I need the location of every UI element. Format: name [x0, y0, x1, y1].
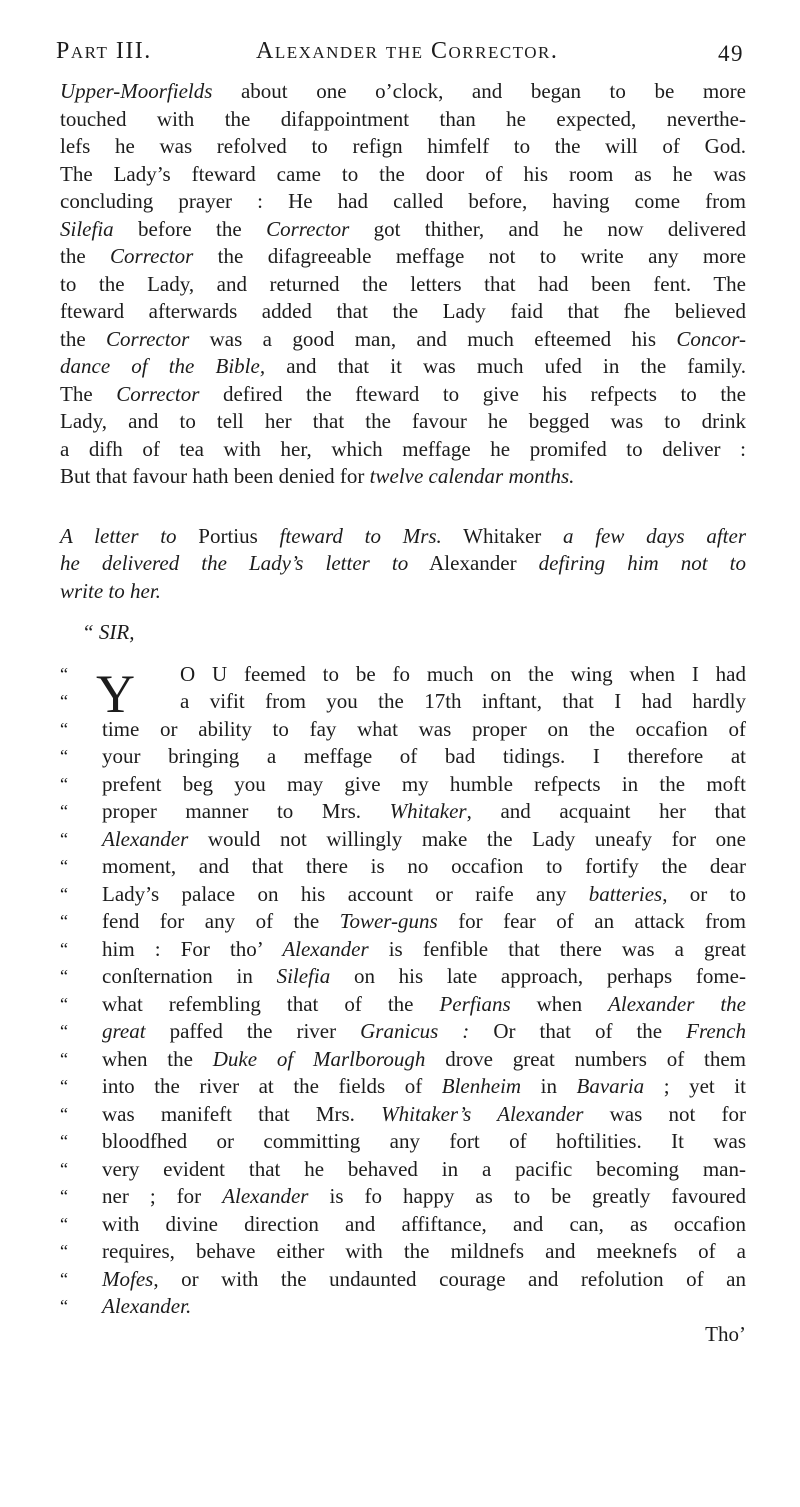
- text-segment: ; yet it: [644, 1074, 746, 1098]
- page-number: 49: [718, 41, 744, 66]
- text-segment: is fo happy as to be greatly favoured: [308, 1184, 746, 1208]
- italic-text: Corrector: [110, 244, 194, 268]
- text-segment: requires, behave either with the mildnefs and meeknefs of a: [102, 1239, 746, 1263]
- text-segment: him : For tho’: [102, 936, 283, 961]
- quote-mark: “: [60, 856, 68, 876]
- text-segment: defired the fteward to give his refpects to the: [199, 381, 747, 406]
- text-segment: moment, and that there is no occafion to fortify the dear: [102, 854, 746, 878]
- text-segment: a difh of tea with her, which meffage he promifed to deliver :: [60, 436, 746, 461]
- text-segment: fteward afterwards added that the Lady faid that fhe believed: [60, 299, 746, 323]
- text-segment: bloodfhed or committing any fort of hoftilities. It was: [102, 1129, 746, 1153]
- letter-line: [60, 853, 746, 881]
- paragraph-line: [60, 78, 746, 106]
- italic-text: fteward to Mrs.: [279, 523, 442, 548]
- italic-text: great: [102, 1019, 146, 1043]
- italic-text: Alexander: [102, 826, 189, 851]
- text-segment: proper manner to Mrs.: [102, 799, 390, 823]
- quote-mark: “: [60, 1021, 68, 1041]
- paragraph-line: [60, 243, 746, 271]
- italic-text: Concor-: [676, 326, 746, 351]
- quote-mark: “: [60, 663, 68, 684]
- letter-line: [60, 1211, 746, 1239]
- letter-line: [60, 1101, 746, 1129]
- text-segment: with divine direction and affiftance, and can, as occafion: [102, 1211, 746, 1236]
- text-segment: into the river at the fields of: [102, 1074, 442, 1098]
- text-segment: , or to: [662, 881, 746, 906]
- text-segment: what refembling that of the: [102, 991, 440, 1016]
- letter-line: [60, 826, 746, 854]
- italic-text: Alexander: [222, 1184, 309, 1208]
- letter-line: [60, 688, 746, 716]
- paragraph-line: [60, 353, 746, 381]
- text-segment: was manifeft that Mrs.: [102, 1101, 382, 1126]
- narrative-paragraph: [60, 78, 746, 491]
- italic-text: Bavaria: [576, 1074, 645, 1098]
- text-segment: the: [60, 326, 107, 351]
- text-segment: The: [60, 381, 117, 406]
- paragraph-line: [60, 133, 746, 161]
- italic-text: Tower-guns: [339, 909, 438, 933]
- text-segment: Portius: [176, 523, 280, 548]
- paragraph-line: [60, 161, 746, 189]
- text-segment: to the Lady, and returned the letters that had been fent. The: [60, 271, 746, 296]
- italic-text: French: [686, 1019, 747, 1043]
- letter-body: [60, 661, 746, 1321]
- quote-mark: “: [60, 1076, 68, 1096]
- heading-line: [60, 523, 746, 551]
- paragraph-line: [60, 298, 746, 326]
- text-segment: Lady’s palace on his account or raife any: [102, 881, 589, 906]
- quote-mark: “: [60, 1131, 68, 1151]
- text-segment: for fear of an attack from: [437, 909, 746, 933]
- letter-line: [60, 963, 746, 991]
- italic-text: Alexander the: [608, 991, 747, 1016]
- quote-mark: “: [60, 883, 68, 904]
- text-segment: concluding prayer : He had called before, having come from: [60, 189, 746, 213]
- text-segment: was a good man, and much efteemed his: [189, 326, 677, 351]
- italic-text: Mofes: [102, 1266, 154, 1291]
- italic-text: Duke of Marlborough: [212, 1046, 426, 1071]
- text-segment: the difagreeable meffage not to write any more: [193, 244, 746, 268]
- letter-line: [60, 1266, 746, 1294]
- text-segment: Whitaker: [441, 523, 563, 548]
- paragraph-line: [60, 188, 746, 216]
- text-segment: about one o’clock, and began to be more: [212, 79, 746, 103]
- italic-text: batteries: [588, 881, 663, 906]
- quote-mark: “: [60, 1296, 68, 1316]
- letter-line: [60, 1018, 746, 1046]
- letter-line: [60, 743, 746, 771]
- paragraph-line: [60, 436, 746, 464]
- text-segment: very evident that he behaved in a pacific becoming man-: [102, 1156, 746, 1181]
- text-segment: conſternation in: [102, 964, 277, 988]
- text-segment: in: [521, 1074, 577, 1098]
- text-segment: paffed the river: [145, 1019, 361, 1043]
- letter-line: [60, 1183, 746, 1211]
- italic-text: Upper-Moorfields: [60, 79, 213, 103]
- paragraph-line: [60, 216, 746, 244]
- text-segment: The Lady’s fteward came to the door of his room as he was: [60, 161, 746, 186]
- quote-mark: “: [60, 966, 68, 986]
- text-segment: when the: [102, 1046, 213, 1071]
- letter-heading: [60, 523, 746, 606]
- italic-text: a few days after: [563, 523, 746, 548]
- italic-text: A letter to: [60, 523, 177, 548]
- letter-line: [60, 771, 746, 799]
- letter-line: [60, 908, 746, 936]
- text-segment: prefent beg you may give my humble refpects in the moft: [102, 771, 746, 796]
- letter-line: [60, 991, 746, 1019]
- italic-text: Whitaker’s Alexander: [381, 1101, 584, 1126]
- text-segment: O U feemed to be fo much on the wing when I had: [180, 661, 746, 686]
- letter-line: [60, 881, 746, 909]
- italic-text: Blenheim: [441, 1074, 522, 1098]
- quote-mark: “: [60, 911, 68, 931]
- quote-mark: “: [60, 938, 68, 959]
- text-segment: and that it was much ufed in the family.: [265, 354, 746, 378]
- text-segment: , or with the undaunted courage and refolution of an: [153, 1266, 746, 1291]
- quote-mark: “: [60, 1158, 68, 1179]
- quote-mark: “: [60, 773, 68, 794]
- text-segment: fend for any of the: [102, 909, 340, 933]
- text-segment: was not for: [583, 1101, 746, 1126]
- text-segment: the: [60, 244, 111, 268]
- italic-text: Silefia: [276, 964, 331, 988]
- text-segment: would not willingly make the Lady uneafy for one: [188, 826, 746, 851]
- text-segment: drove great numbers of them: [425, 1046, 746, 1071]
- running-header: [56, 38, 744, 74]
- header-title: Alexander the Corrector.: [256, 38, 559, 64]
- quote-mark: “: [60, 828, 68, 849]
- paragraph-line: [60, 408, 746, 436]
- page-body: [60, 78, 746, 1348]
- italic-text: Corrector: [106, 326, 190, 351]
- text-segment: time or ability to fay what was proper on the occafion of: [102, 716, 746, 741]
- quote-mark: “: [60, 993, 68, 1014]
- text-segment: ner ; for: [102, 1184, 223, 1208]
- text-segment: is fenfible that there was a great: [368, 936, 746, 961]
- letter-line: [60, 1046, 746, 1074]
- text-segment: before the: [113, 216, 267, 241]
- header-part: Part III.: [56, 38, 152, 64]
- quote-mark: “: [60, 691, 68, 711]
- paragraph-line: [60, 463, 746, 491]
- letter-line: [60, 1238, 746, 1266]
- letter-line: [60, 1073, 746, 1101]
- text-segment: Alexander: [408, 551, 539, 575]
- italic-text: twelve calendar months.: [369, 464, 575, 488]
- text-segment: , and acquaint her that: [466, 799, 746, 823]
- italic-text: Alexander: [282, 936, 369, 961]
- text-segment: got thither, and he now delivered: [349, 216, 746, 241]
- quote-mark: “: [60, 718, 68, 739]
- text-segment: lefs he was refolved to refign himfelf to the will of God.: [60, 134, 746, 158]
- text-segment: Or that of the: [469, 1019, 687, 1043]
- italic-text: Alexander.: [102, 1294, 192, 1318]
- drop-cap: Y: [96, 663, 135, 724]
- paragraph-line: [60, 381, 746, 409]
- italic-text: Corrector: [266, 216, 350, 241]
- catchword: Tho’: [705, 1321, 746, 1346]
- letter-line: [60, 661, 746, 689]
- quote-mark: “: [60, 1186, 68, 1206]
- heading-line: [60, 550, 746, 578]
- quote-mark: “: [60, 1213, 68, 1234]
- italic-text: dance of the Bible,: [60, 354, 266, 378]
- italic-text: Silefia: [60, 216, 114, 241]
- quote-mark: “: [60, 1103, 68, 1124]
- italic-text: write to her.: [60, 578, 161, 603]
- italic-text: Whitaker: [389, 799, 467, 823]
- letter-line: [60, 936, 746, 964]
- letter-line: [60, 1128, 746, 1156]
- paragraph-line: [60, 106, 746, 134]
- letter-line: [60, 716, 746, 744]
- text-segment: when: [510, 991, 609, 1016]
- heading-line: [60, 578, 746, 606]
- quote-mark: “: [60, 746, 68, 766]
- text-segment: But that favour hath been denied for: [60, 464, 370, 488]
- quote-mark: “: [60, 1241, 68, 1261]
- letter-line: [60, 1293, 746, 1321]
- letter-line: [60, 1156, 746, 1184]
- italic-text: Corrector: [116, 381, 200, 406]
- quote-mark: “: [60, 801, 68, 821]
- letter-salutation: “ SIR,: [82, 620, 135, 644]
- italic-text: Perfians: [439, 991, 511, 1016]
- text-segment: a vifit from you the 17th inftant, that I had hardly: [180, 689, 746, 713]
- italic-text: defiring him not to: [538, 551, 746, 575]
- paragraph-line: [60, 271, 746, 299]
- text-segment: your bringing a meffage of bad tidings. I therefore at: [102, 744, 746, 768]
- text-segment: touched with the difappointment than he expected, neverthe-: [60, 106, 746, 131]
- italic-text: he delivered the Lady’s letter to: [60, 551, 409, 575]
- text-segment: on his late approach, perhaps fome-: [330, 964, 746, 988]
- quote-mark: “: [60, 1048, 68, 1069]
- italic-text: Granicus :: [360, 1019, 470, 1043]
- paragraph-line: [60, 326, 746, 354]
- letter-line: [60, 798, 746, 826]
- text-segment: Lady, and to tell her that the favour he begged was to drink: [60, 409, 746, 433]
- quote-mark: “: [60, 1268, 68, 1289]
